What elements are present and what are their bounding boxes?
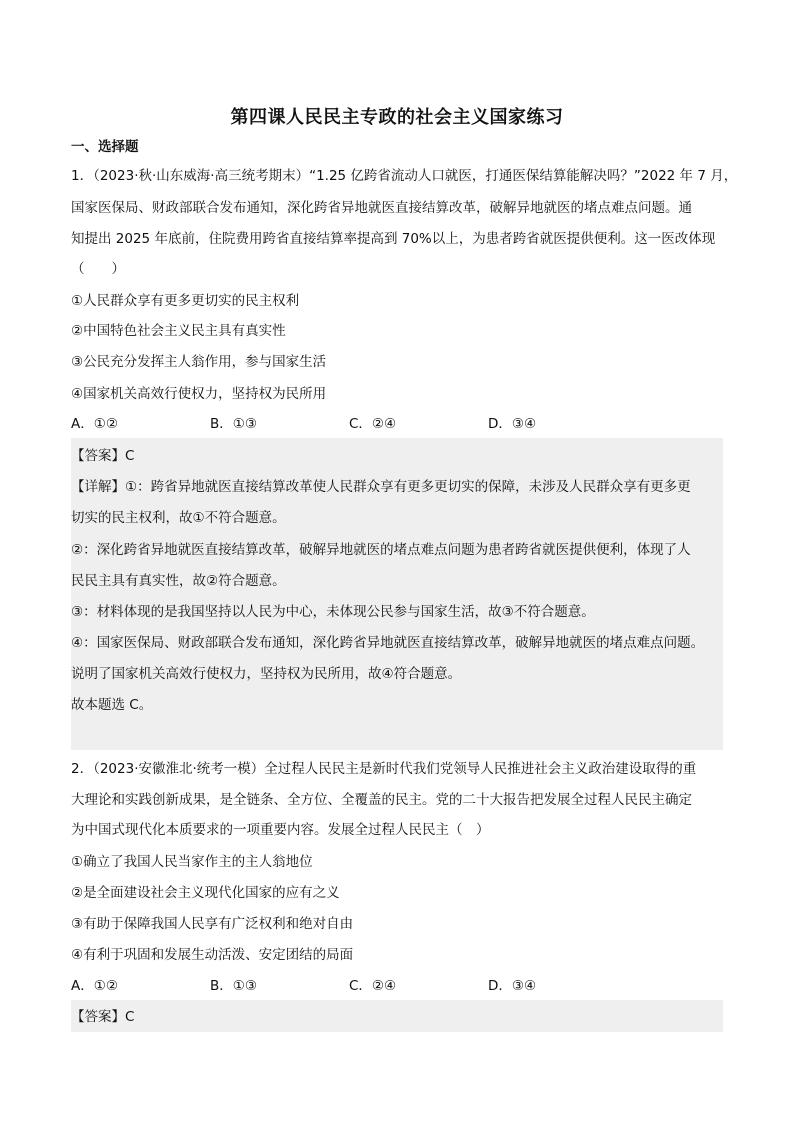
option-d: D．③④ [488,416,537,432]
explanation-line: ③：材料体现的是我国坚持以人民为中心，未体现公民参与国家生活，故③不符合题意。 [71,604,595,620]
question-text-line: 为中国式现代化本质要求的一项重要内容。发展全过程人民民主（ ） [71,822,490,838]
answer-label: 【答案】C [71,1009,135,1025]
option-c: C．②④ [349,416,397,432]
explanation-line: ④：国家医保局、财政部联合发布通知，深化跨省异地就医直接结算改革，破解异地就医的堵点难点问题。 [71,635,705,651]
question-text-line: 2．（2023·安徽淮北·统考一模）全过程人民民主是新时代我们党领导人民推进社会主义政治建设取得的重 [71,761,697,777]
statement-item: ④国家机关高效行使权力，坚持权为民所用 [71,386,327,402]
statement-item: ②中国特色社会主义民主具有真实性 [71,323,286,339]
option-a: A．①② [71,416,118,432]
answer-explanation-box [71,438,723,750]
statement-item: ④有利于巩固和发展生动活泼、安定团结的局面 [71,947,354,963]
statement-item: ③公民充分发挥主人翁作用，参与国家生活 [71,354,327,370]
option-b: B．①③ [210,416,257,432]
question-text-line: （ ） [71,261,125,277]
statement-item: ②是全面建设社会主义现代化国家的应有之义 [71,885,340,901]
statement-item: ③有助于保障我国人民享有广泛权利和绝对自由 [71,916,354,932]
answer-explanation-box [71,1000,723,1032]
question-text-line: 国家医保局、财政部联合发布通知，深化跨省异地就医直接结算改革，破解异地就医的堵点难点问题。通 [71,200,692,216]
question-text-line: 1．（2023·秋·山东威海·高三统考期末）“1.25 亿跨省流动人口就医，打通医保结算能解决吗？”2022 年 7 月， [71,168,738,184]
section-heading: 一、选择题 [71,139,139,155]
page-title: 第四课人民民主专政的社会主义国家练习 [230,107,564,128]
explanation-line: 【详解】①：跨省异地就医直接结算改革使人民群众享有更多更切实的保障，未涉及人民群众享有更多更 [71,479,691,495]
question-text-line: 大理论和实践创新成果，是全链条、全方位、全覆盖的民主。党的二十大报告把发展全过程人民民主确定 [71,792,692,808]
statement-item: ①人民群众享有更多更切实的民主权利 [71,293,300,309]
explanation-line: ②：深化跨省异地就医直接结算改革，破解异地就医的堵点难点问题为患者跨省就医提供便利，体现了人 [71,542,691,558]
option-d: D．③④ [488,978,537,994]
explanation-line: 故本题选 C。 [71,697,153,713]
answer-label: 【答案】C [71,448,135,464]
explanation-line: 切实的民主权利，故①不符合题意。 [71,510,286,526]
question-text-line: 知提出 2025 年底前，住院费用跨省直接结算率提高到 70%以上，为患者跨省就医提供便利。这一医改体现 [71,231,716,247]
statement-item: ①确立了我国人民当家作主的主人翁地位 [71,854,313,870]
option-c: C．②④ [349,978,397,994]
answer-options [71,414,723,434]
answer-options [71,976,723,996]
explanation-line: 民民主具有真实性，故②符合题意。 [71,573,286,589]
option-a: A．①② [71,978,118,994]
option-b: B．①③ [210,978,257,994]
explanation-line: 说明了国家机关高效行使权力，坚持权为民所用，故④符合题意。 [71,666,462,682]
